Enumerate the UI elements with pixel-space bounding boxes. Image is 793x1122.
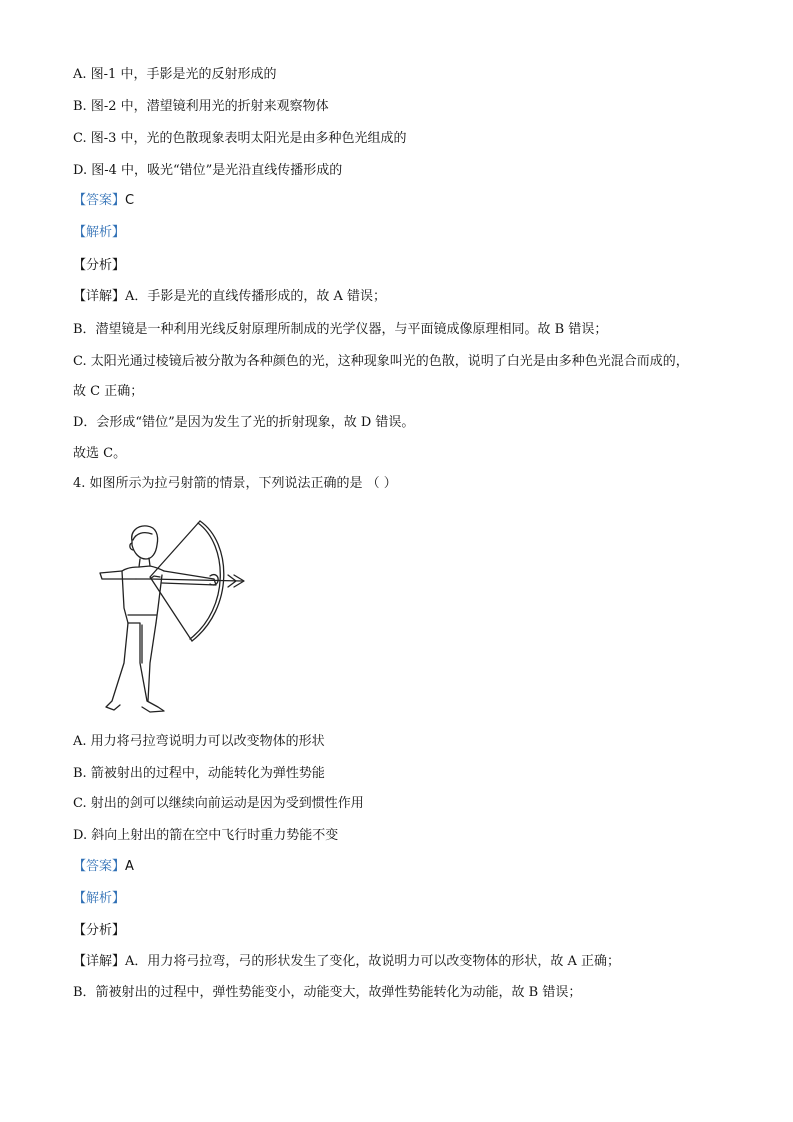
q3-detail-line: D．会形成“错位”是因为发生了光的折射现象，故 D 错误。: [73, 415, 415, 430]
q3-option-d: D. 图-4 中，吸光“错位”是光沿直线传播形成的: [73, 163, 343, 178]
q4-option-c: C. 射出的剑可以继续向前运动是因为受到惯性作用: [73, 796, 364, 811]
q4-option-d: D. 斜向上射出的箭在空中飞行时重力势能不变: [73, 828, 339, 843]
answer-tag: 【答案】: [73, 859, 126, 874]
archer-figure: [92, 513, 252, 723]
q4-jiexi-tag: 【解析】: [73, 891, 126, 906]
q3-jiexi-tag: 【解析】: [73, 225, 126, 240]
q4-detail-line: 【详解】A．用力将弓拉弯，弓的形状发生了变化，故说明力可以改变物体的形状，故 A 正确；: [73, 954, 621, 969]
q4-detail-line: B．箭被射出的过程中，弹性势能变小，动能变大，故弹性势能转化为动能，故 B 错误；: [73, 985, 582, 1000]
q3-detail-line: 故 C 正确；: [73, 384, 144, 399]
q3-option-c: C. 图-3 中，光的色散现象表明太阳光是由多种色光组成的: [73, 131, 407, 146]
q3-detail-line: C. 太阳光通过棱镜后被分散为各种颜色的光，这种现象叫光的色散，说明了白光是由多种色光混合而成的，: [73, 354, 689, 369]
answer-value: C: [125, 193, 135, 208]
answer-value: A: [125, 859, 134, 874]
q4-answer: [73, 859, 134, 875]
q3-option-b: B. 图-2 中，潜望镜利用光的折射来观察物体: [73, 99, 329, 114]
q3-detail-line: B．潜望镜是一种利用光线反射原理所制成的光学仪器，与平面镜成像原理相同。故 B 错误；: [73, 322, 608, 337]
q4-option-a: A. 用力将弓拉弯说明力可以改变物体的形状: [73, 734, 325, 749]
q3-answer: [73, 193, 134, 209]
q4-stem: 4. 如图所示为拉弓射箭的情景，下列说法正确的是 （ ）: [73, 476, 397, 491]
q4-fenxi: 【分析】: [73, 923, 126, 938]
q4-option-b: B. 箭被射出的过程中，动能转化为弹性势能: [73, 766, 325, 781]
q3-detail-line: 【详解】A．手影是光的直线传播形成的，故 A 错误；: [73, 289, 387, 304]
q3-detail-line: 故选 C。: [73, 446, 127, 461]
q3-option-a: A. 图-1 中，手影是光的反射形成的: [73, 67, 277, 82]
answer-tag: 【答案】: [73, 193, 126, 208]
q3-fenxi: 【分析】: [73, 258, 126, 273]
